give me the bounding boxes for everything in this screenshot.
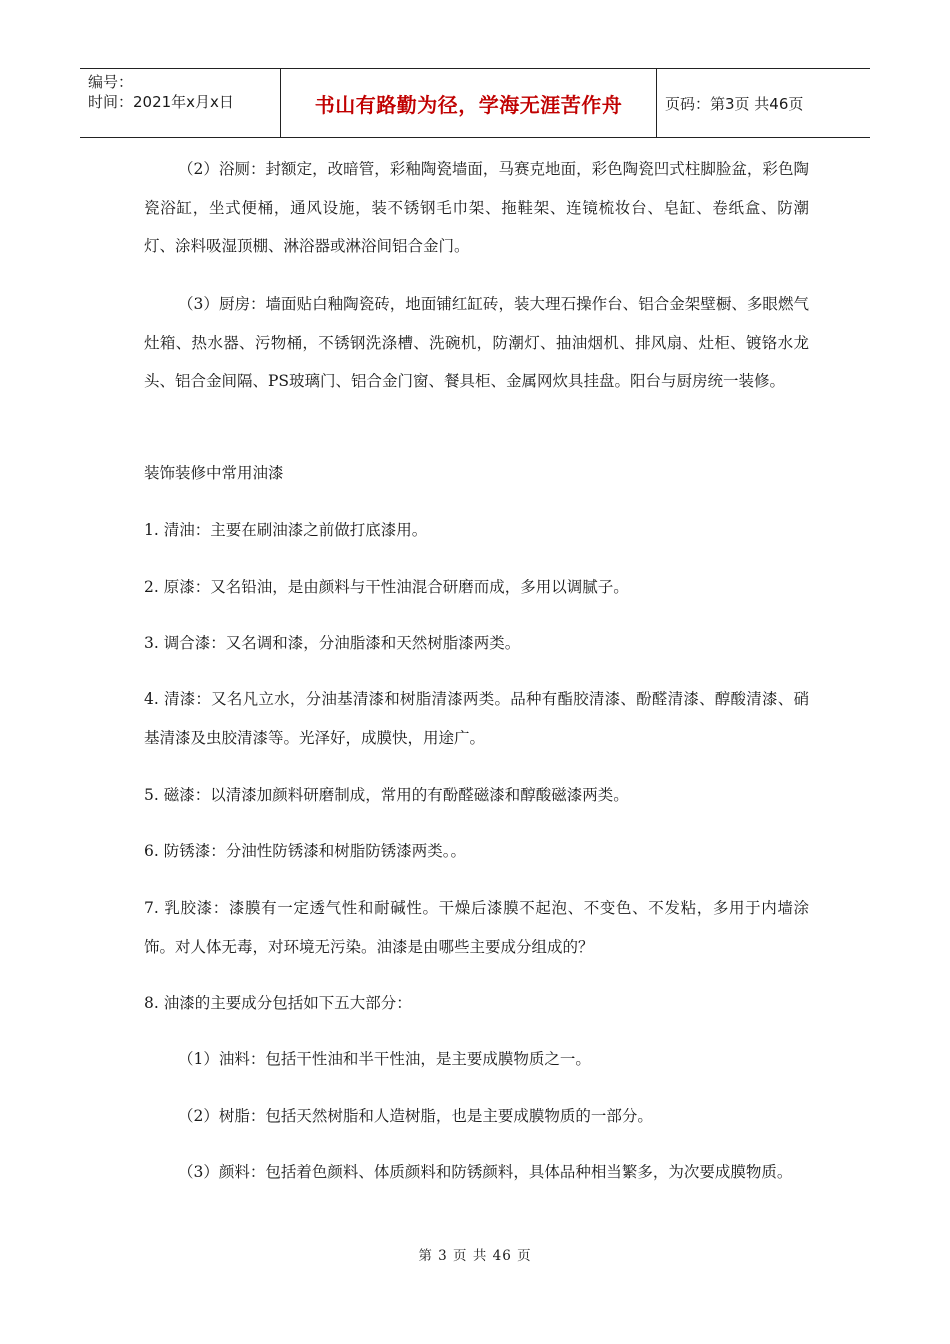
sub-list-item: （1）油料：包括干性油和半干性油，是主要成膜物质之一。	[178, 1050, 591, 1068]
section-heading: 装饰装修中常用油漆	[144, 464, 284, 482]
sub-list-item: （2）树脂：包括天然树脂和人造树脂，也是主要成膜物质的一部分。	[178, 1107, 653, 1125]
header-meta	[80, 69, 281, 137]
document-number-label: 编号：	[88, 73, 134, 91]
sub-list-item: （3）颜料：包括着色颜料、体质颜料和防锈颜料，具体品种相当繁多，为次要成膜物质。	[178, 1163, 793, 1181]
document-date: 时间：2021年x月x日	[88, 93, 234, 111]
list-item: 7. 乳胶漆：漆膜有一定透气性和耐碱性。干燥后漆膜不起泡、不变色、不发粘，多用于内墙涂饰。对人体无毒，对环境无污染。油漆是由哪些主要成分组成的？	[144, 899, 809, 956]
header-page-info: 页码：第3页 共46页	[665, 94, 804, 113]
list-item: 8. 油漆的主要成分包括如下五大部分：	[144, 994, 412, 1012]
paragraph-kitchen: （3）厨房：墙面贴白釉陶瓷砖，地面铺红缸砖，装大理石操作台、铝合金架壁橱、多眼燃气灶箱、热水器、污物桶，不锈钢洗涤槽、洗碗机，防潮灯、抽油烟机、排风扇、灶柜、镀铬水龙头、铝合金间隔、PS玻璃门、铝合金门窗、餐具柜、金属网炊具挂盘。阳台与厨房统一装修。	[144, 295, 809, 390]
list-item: 3. 调合漆：又名调和漆，分油脂漆和天然树脂漆两类。	[144, 634, 521, 652]
list-item: 4. 清漆：又名凡立水，分油基清漆和树脂清漆两类。品种有酯胶清漆、酚醛清漆、醇酸清漆、硝基清漆及虫胶清漆等。光泽好，成膜快，用途广。	[144, 690, 809, 747]
list-item: 2. 原漆：又名铅油，是由颜料与干性油混合研磨而成，多用以调腻子。	[144, 578, 629, 596]
header-motto: 书山有路勤为径，学海无涯苦作舟	[281, 69, 657, 137]
list-item: 5. 磁漆：以清漆加颜料研磨制成，常用的有酚醛磁漆和醇酸磁漆两类。	[144, 786, 629, 804]
list-item: 6. 防锈漆：分油性防锈漆和树脂防锈漆两类。。	[144, 842, 466, 860]
list-item: 1. 清油：主要在刷油漆之前做打底漆用。	[144, 521, 428, 539]
paragraph-bathroom: （2）浴厕：封额定，改暗管，彩釉陶瓷墙面，马赛克地面，彩色陶瓷凹式柱脚脸盆，彩色陶瓷浴缸，坐式便桶，通风设施，装不锈钢毛巾架、拖鞋架、连镜梳妆台、皂缸、卷纸盒、防潮灯、涂料吸湿顶棚、淋浴器或淋浴间铝合金门。	[144, 160, 809, 255]
page-header	[80, 68, 870, 138]
page-footer: 第 3 页 共 46 页	[418, 1248, 532, 1264]
